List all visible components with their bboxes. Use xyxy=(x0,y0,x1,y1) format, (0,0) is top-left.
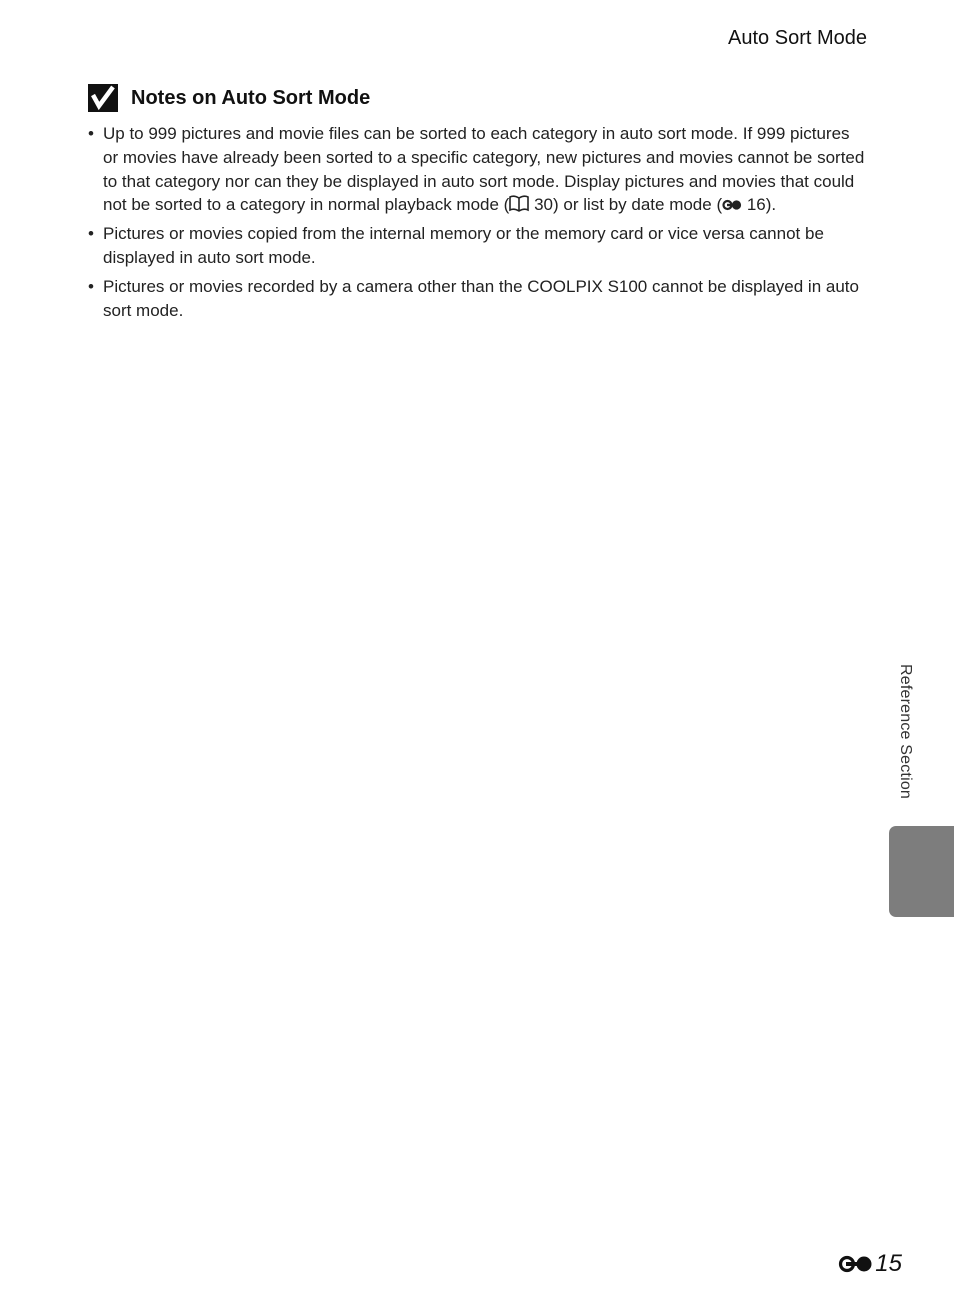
page-number-text: 15 xyxy=(875,1250,902,1277)
page-number xyxy=(838,1250,902,1278)
bullet-text: Pictures or movies copied from the internal memory or the memory card or vice versa cannot be displayed in auto sort mode. xyxy=(103,224,824,267)
book-reference-icon xyxy=(509,195,529,212)
bullet-text: ). xyxy=(765,195,777,215)
note-heading xyxy=(88,84,370,112)
list-item xyxy=(86,122,866,217)
list-item xyxy=(86,222,866,270)
note-title: Notes on Auto Sort Mode xyxy=(131,86,371,109)
bullet-dot: • xyxy=(88,276,94,296)
bullet-text: Pictures or movies recorded by a camera other than the COOLPIX S100 cannot be displayed in auto sort mode. xyxy=(103,276,859,320)
reference-section-icon xyxy=(838,1253,874,1275)
section-tab xyxy=(889,826,954,917)
list-item xyxy=(86,275,866,323)
reference-page: 30 xyxy=(529,195,553,215)
bullet-dot: • xyxy=(88,124,94,143)
bullet-text: Up to 999 pictures and movie files can be sorted to each category in auto sort mode. If 999 pictures or movies have already been sorted to a specific category, new pictures and movies cannot be sorted to that category nor can they be displayed in auto sort mode. Display pictures and movies that could not be sorted to a category in normal playback mode ( xyxy=(103,124,865,215)
checkmark-note-icon xyxy=(88,84,118,112)
reference-section-icon xyxy=(722,198,742,212)
bullet-text: ) or list by date mode ( xyxy=(552,195,723,215)
bullet-dot: • xyxy=(88,224,94,244)
running-header: Auto Sort Mode xyxy=(728,27,867,49)
reference-page: 16 xyxy=(742,195,766,215)
section-side-label: Reference Section xyxy=(897,664,914,800)
note-bullet-list xyxy=(86,122,866,327)
